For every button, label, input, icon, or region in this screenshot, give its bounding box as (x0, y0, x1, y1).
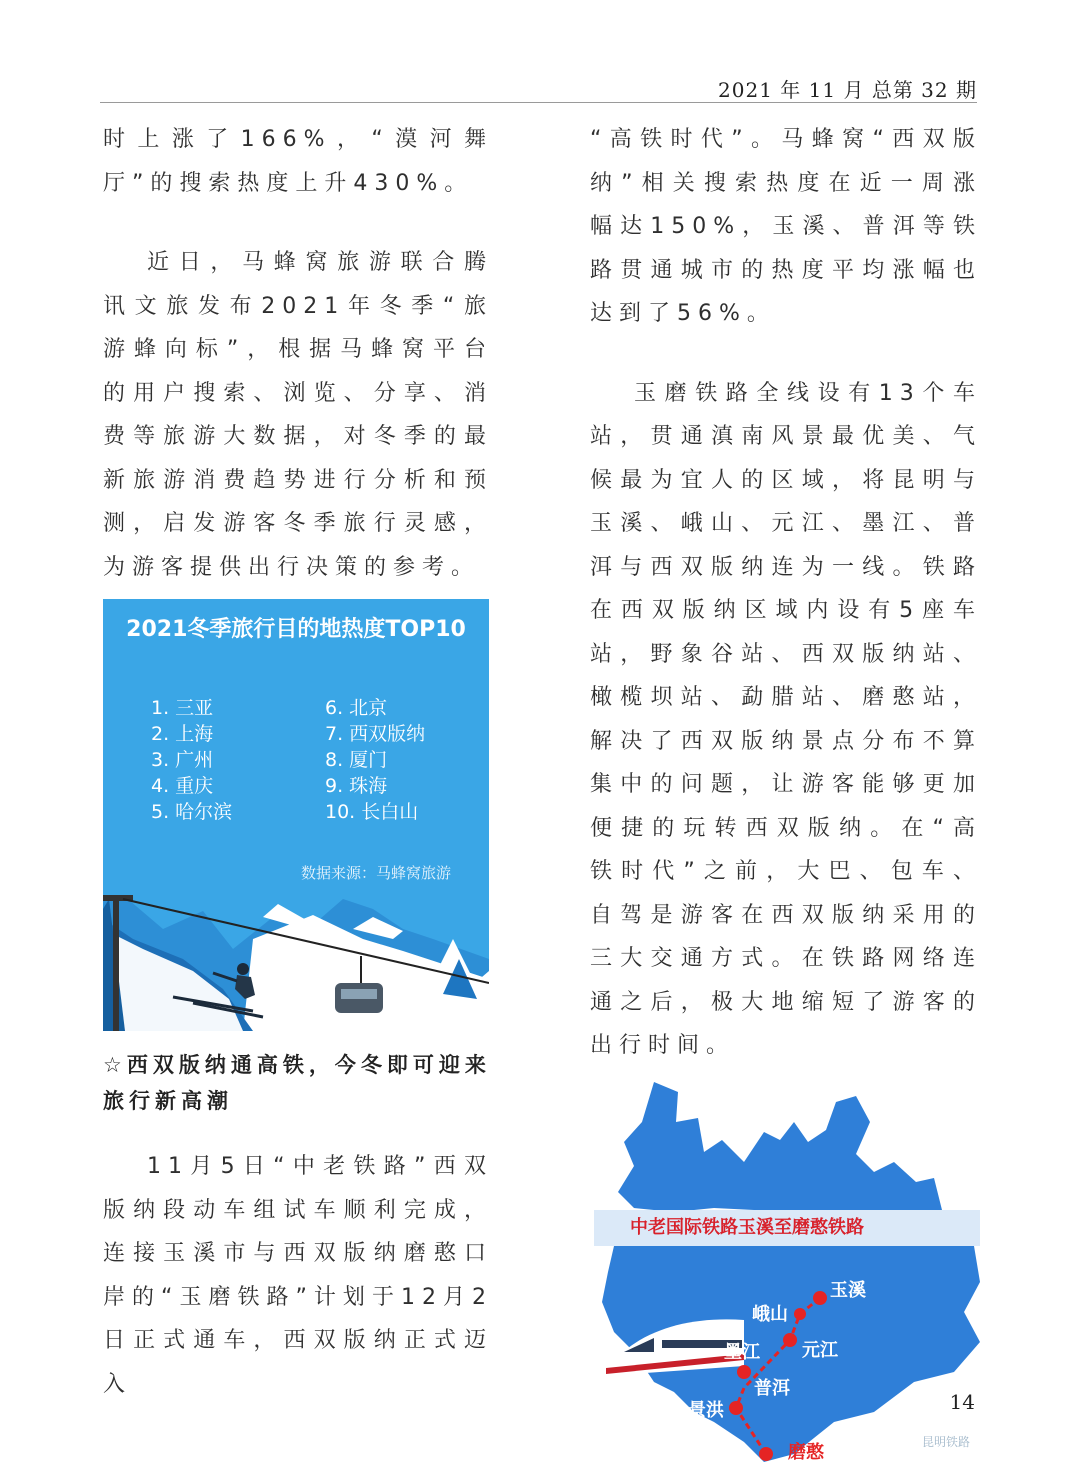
page-number: 14 (949, 1390, 975, 1414)
ranking-item: 2. 上海 (151, 723, 214, 745)
map-title: 中老国际铁路玉溪至磨憨铁路 (630, 1216, 864, 1238)
ranking-item: 1. 三亚 (151, 697, 214, 719)
watermark: 昆明铁路 (921, 1434, 970, 1449)
ranking-item: 5. 哈尔滨 (151, 801, 233, 823)
ranking-list-left (151, 695, 232, 825)
right-column (590, 118, 982, 1470)
ranking-item: 3. 广州 (151, 749, 214, 771)
issue-info: 2021 年 11 月 总第 32 期 (718, 78, 977, 102)
ranking-list-right (325, 695, 425, 825)
city-label: 普洱 (754, 1377, 790, 1399)
ranking-item: 9. 珠海 (325, 775, 388, 797)
page-header (100, 72, 977, 103)
ranking-item: 8. 厦门 (325, 749, 388, 771)
data-source: 数据来源：马蜂窝旅游 (300, 864, 451, 882)
paragraph: 近日，马蜂窝旅游联合腾讯文旅发布2021年冬季“旅游蜂向标”，根据马蜂窝平台的用户搜索、浏览、分享、消费等旅游大数据，对冬季的最新旅游消费趋势进行分析和预测，启发游客冬季旅行灵感，为游客提供出行决策的参考。 (103, 250, 493, 580)
ranking-item: 10. 长白山 (325, 801, 419, 823)
city-label: 玉溪 (830, 1279, 866, 1301)
paragraph: 玉磨铁路全线设有13个车站，贯通滇南风景最优美、气候最为宜人的区域，将昆明与玉溪、峨山、元江、墨江、普洱与西双版纳连为一线。铁路在西双版纳区域内设有5座车站，野象谷站、西双版纳站、橄榄坝站、勐腊站、磨憨站，解决了西双版纳景点分布不算集中的问题，让游客能够更加便捷的玩转西双版纳。在“高铁时代”之前，大巴、包车、自驾是游客在西双版纳采用的三大交通方式。在铁路网络连通之后，极大地缩短了游客的出行时间。 (590, 380, 982, 1058)
left-column (103, 118, 493, 1406)
railway-map (594, 1082, 980, 1470)
city-label: 磨憨 (788, 1441, 824, 1463)
top10-poster (103, 599, 489, 1031)
ranking-item: 7. 西双版纳 (325, 723, 426, 745)
paragraph: 时上涨了166%，“漠河舞厅”的搜索热度上升430%。 (103, 127, 493, 196)
city-label: 景洪 (688, 1399, 724, 1421)
yunnan-map-illustration (594, 1082, 980, 1470)
paragraph: “高铁时代”。马蜂窝“西双版纳”相关搜索热度在近一周涨幅达150%，玉溪、普洱等铁路贯通城市的热度平均涨幅也达到了56%。 (590, 127, 982, 326)
city-label: 峨山 (752, 1303, 788, 1325)
city-label: 元江 (802, 1339, 838, 1361)
poster-title: 2021冬季旅行目的地热度TOP10 (126, 617, 466, 642)
section-heading: ☆西双版纳通高铁，今冬即可迎来旅行新高潮 (103, 1053, 491, 1113)
ranking-item: 4. 重庆 (151, 775, 214, 797)
paragraph: 11月5日“中老铁路”西双版纳段动车组试车顺利完成，连接玉溪市与西双版纳磨憨口岸的“玉磨铁路”计划于12月2日正式通车，西双版纳正式迈入 (103, 1154, 493, 1397)
ranking-item: 6. 北京 (325, 697, 388, 719)
city-label: 墨江 (724, 1341, 760, 1363)
